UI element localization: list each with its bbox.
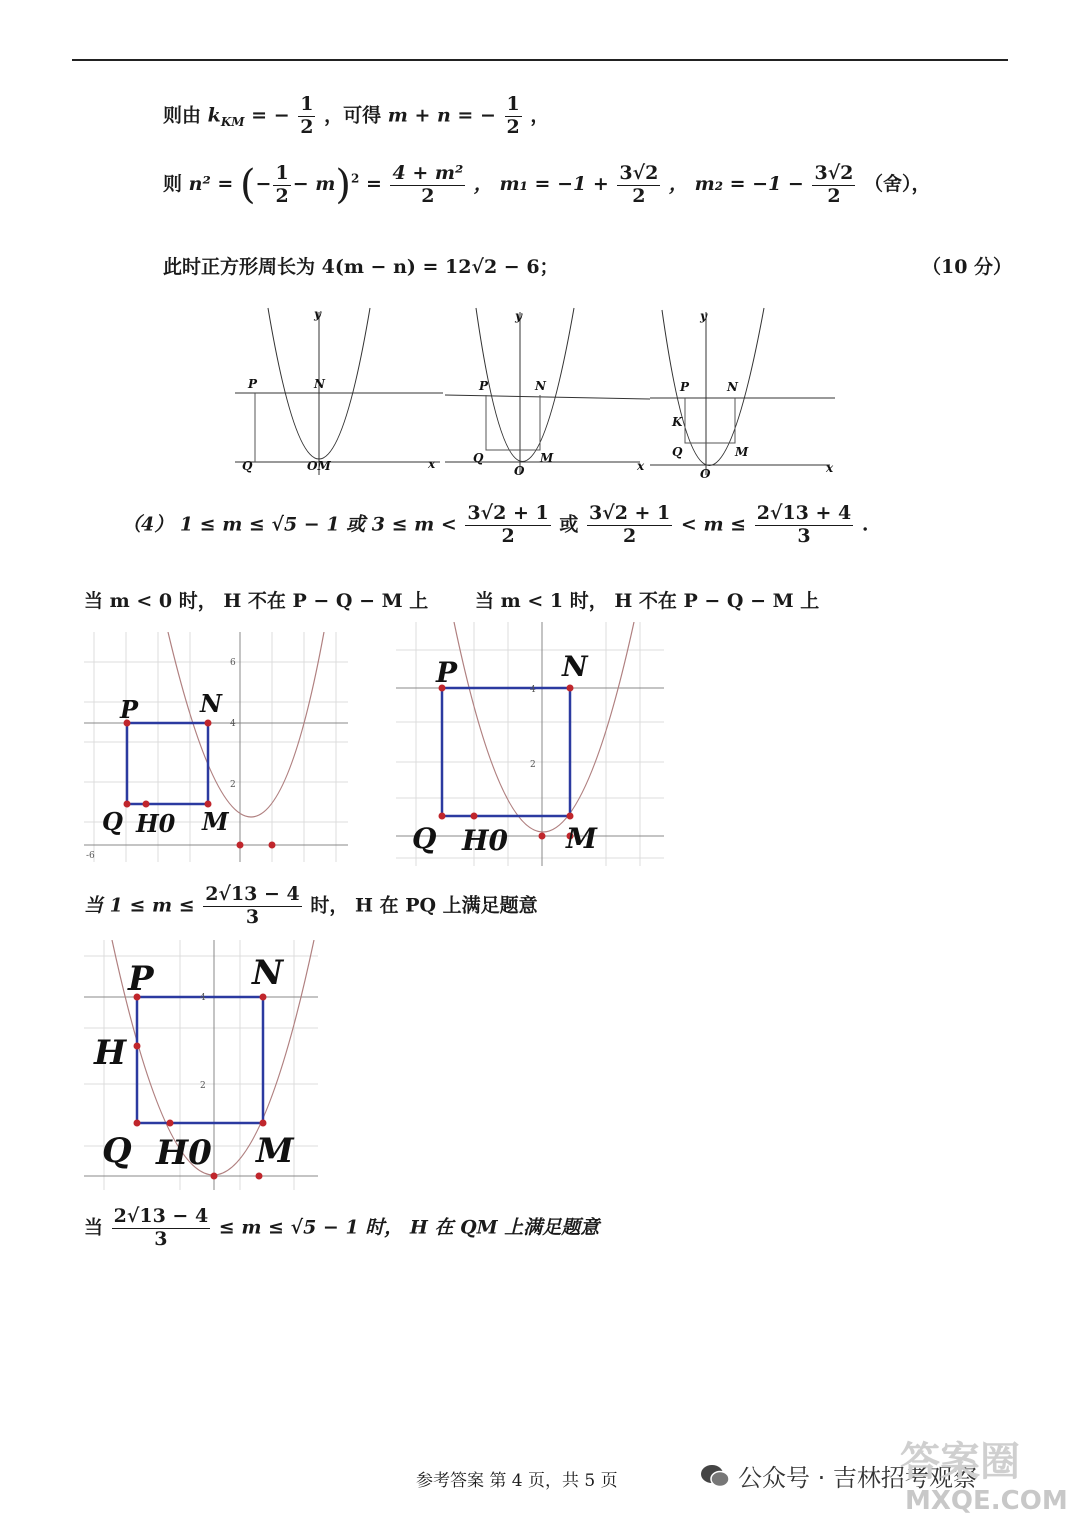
text: − m xyxy=(292,173,336,195)
wechat-icon xyxy=(700,1463,730,1489)
paren-left: ( xyxy=(239,162,256,208)
label-p: P xyxy=(248,377,258,391)
parabola xyxy=(662,308,764,466)
solution-line-3: 此时正方形周长为 4(m − n) = 12√2 − 6； xyxy=(163,256,559,278)
parabola xyxy=(168,632,324,817)
label-h0: H0 xyxy=(462,824,508,857)
fraction: $\frac{3√2 + 1}{2}$ xyxy=(588,502,671,547)
square xyxy=(685,398,735,443)
brand-watermark: 答案圈 xyxy=(900,1439,1020,1485)
label-om: OM xyxy=(307,459,331,473)
case-heading-3 xyxy=(84,884,538,929)
axis-label-x: x xyxy=(637,459,645,473)
label-h0: H0 xyxy=(136,809,176,838)
fraction: $\frac{2√13 - 4}{3}$ xyxy=(205,883,300,928)
label-h: H xyxy=(94,1033,127,1073)
text: . xyxy=(861,513,869,536)
page-footer: 参考答案 第 4 页，共 5 页 xyxy=(416,1471,618,1491)
equation: n² = xyxy=(188,173,234,195)
site-watermark: MXQE.COM xyxy=(905,1486,1068,1516)
label-q: Q xyxy=(102,807,123,836)
score-label: （10 分） xyxy=(922,256,1013,278)
answer-part-4 xyxy=(122,503,869,548)
label-m: M xyxy=(735,445,749,459)
tick-label: 2 xyxy=(200,1081,206,1091)
text: − xyxy=(255,173,272,195)
label-q: Q xyxy=(242,459,253,473)
label-n: N xyxy=(200,689,222,718)
label-n: N xyxy=(535,379,546,393)
label-n: N xyxy=(252,953,284,993)
label-m: M xyxy=(202,807,229,836)
label-p: P xyxy=(680,380,690,394)
tick-label: 4 xyxy=(200,993,206,1003)
fraction: $\frac{2√13 + 4}{3}$ xyxy=(756,502,852,547)
equation: ， m₁ = −1 + xyxy=(473,173,609,195)
label-p: P xyxy=(479,379,489,393)
slope-symbol: k xyxy=(207,104,221,127)
label-m: M xyxy=(256,1131,294,1171)
solution-line-1 xyxy=(163,94,549,139)
fraction: $\frac{3√2}{2}$ xyxy=(619,161,659,207)
inequality: （4） 1 ≤ m ≤ √5 − 1 或 3 ≤ m < xyxy=(122,513,457,536)
label-q: Q xyxy=(412,822,437,855)
watermark-text: 公众号 · 吉林招考观察 xyxy=(738,1464,977,1492)
axis-label-y: y xyxy=(314,307,321,321)
label-m: M xyxy=(566,822,597,855)
tick-label: 4 xyxy=(230,719,236,729)
text: 时， H 在 PQ 上满足题意 xyxy=(310,894,538,917)
case-graph-2 xyxy=(396,622,664,866)
tick-label: 6 xyxy=(230,658,236,668)
fraction: $\frac{1}{2}$ xyxy=(300,93,314,138)
solution-line-2 xyxy=(163,162,931,208)
label-k: K xyxy=(672,415,683,429)
fraction: $\frac{\text{4 + m²}}{2}$ xyxy=(392,161,464,207)
axis-label-x: x xyxy=(428,457,436,471)
fraction: $\frac{1}{2}$ xyxy=(275,161,289,207)
text: = xyxy=(365,173,382,195)
exponent: 2 xyxy=(350,171,360,186)
axis-label-y: y xyxy=(700,309,707,323)
label-p: P xyxy=(120,695,139,724)
label-h0: H0 xyxy=(156,1133,212,1173)
label-n: N xyxy=(727,380,738,394)
case-graph-1 xyxy=(84,632,348,862)
inequality: ≤ m ≤ √5 − 1 时， H 在 QM 上满足题意 xyxy=(218,1216,600,1239)
case-graph-3 xyxy=(84,940,318,1190)
label-m: M xyxy=(540,451,554,465)
parabola xyxy=(476,308,574,462)
text: （舍）， xyxy=(864,173,931,195)
axis-label-y: y xyxy=(515,309,522,323)
inequality: < m ≤ xyxy=(680,513,747,536)
horizontal-line xyxy=(445,395,650,399)
case-heading-4 xyxy=(84,1206,599,1251)
label-n: N xyxy=(562,650,588,683)
text: 当 xyxy=(84,1216,104,1239)
paren-right: ) xyxy=(335,162,351,208)
label-o: O xyxy=(514,464,525,478)
text: 则由 xyxy=(163,104,202,127)
label-o: O xyxy=(700,467,711,481)
tick-label: 4 xyxy=(530,685,536,695)
label-n: N xyxy=(314,377,325,391)
fraction: $\frac{3√2}{2}$ xyxy=(814,161,854,207)
label-q: Q xyxy=(473,451,484,465)
parabola-graphs xyxy=(230,300,850,490)
tick-label: 2 xyxy=(530,760,536,770)
text: ， xyxy=(530,104,550,127)
fraction: $\frac{3√2 + 1}{2}$ xyxy=(467,502,549,547)
square-pnmq xyxy=(127,723,208,804)
tick-label: -6 xyxy=(86,851,95,861)
label-p: P xyxy=(436,656,458,689)
square-pnmq xyxy=(137,997,263,1123)
equation: ， m₂ = −1 − xyxy=(668,173,804,195)
square xyxy=(486,395,540,450)
slope-subscript: KM xyxy=(220,115,245,130)
label-p: P xyxy=(128,959,154,999)
parabola xyxy=(454,622,634,832)
header-rule xyxy=(72,59,1008,61)
label-q: Q xyxy=(672,445,683,459)
label-q: Q xyxy=(102,1131,132,1171)
axis-label-x: x xyxy=(826,461,834,475)
text: ，可得 xyxy=(324,104,382,127)
inequality: 当 1 ≤ m ≤ xyxy=(84,894,195,917)
text: = − xyxy=(251,104,290,127)
text: 则 xyxy=(163,173,183,195)
text: 或 xyxy=(559,513,579,536)
equation: m + n = − xyxy=(387,104,496,127)
case-heading-1: 当 m < 0 时， H 不在 P − Q − M 上 xyxy=(84,590,429,612)
fraction: $\frac{1}{2}$ xyxy=(506,93,520,138)
tick-label: 2 xyxy=(230,780,236,790)
case-heading-2: 当 m < 1 时， H 不在 P − Q − M 上 xyxy=(475,590,820,612)
fraction: $\frac{2√13 - 4}{3}$ xyxy=(113,1205,209,1250)
